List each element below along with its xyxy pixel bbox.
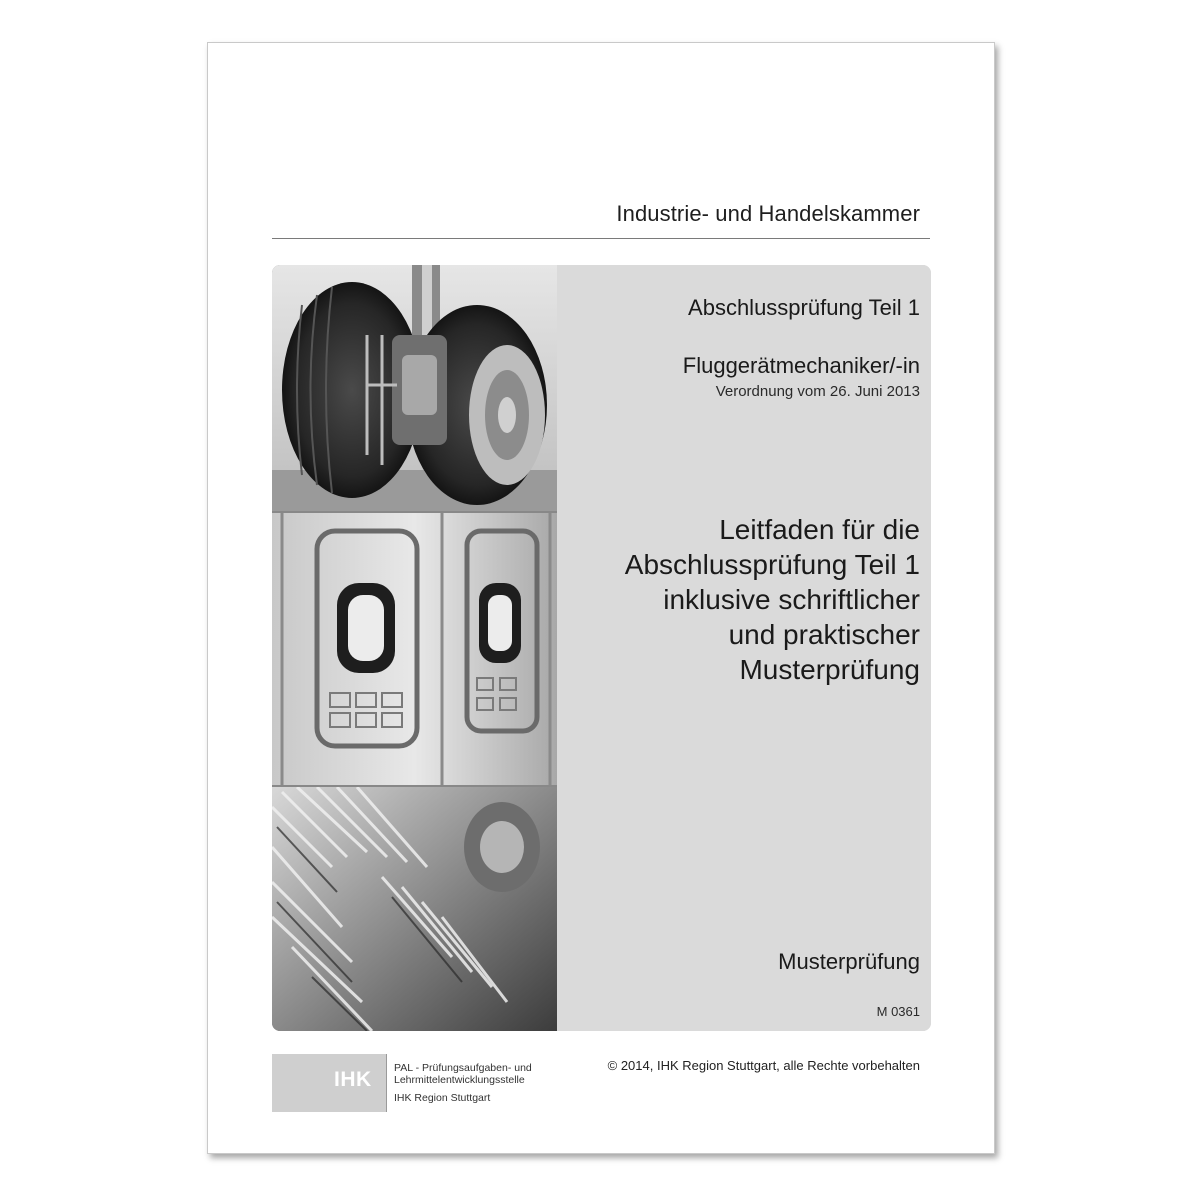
document-cover-page: [207, 42, 995, 1154]
photo-column: [272, 265, 557, 1031]
guide-title-line: Musterprüfung: [739, 654, 920, 685]
guide-title-line: und praktischer: [728, 619, 920, 650]
sample-exam-label: Musterprüfung: [778, 949, 920, 974]
pal-description: [394, 1062, 532, 1086]
logo-divider: [386, 1054, 387, 1112]
ihk-logo-text: IHK: [334, 1068, 372, 1091]
document-code: M 0361: [876, 1004, 920, 1019]
copyright-notice: © 2014, IHK Region Stuttgart, alle Rechte vorbehalten: [607, 1058, 920, 1073]
pal-line: PAL - Prüfungsaufgaben- und: [394, 1062, 532, 1074]
guide-title-line: Leitfaden für die: [719, 514, 920, 545]
cover-panel: [272, 265, 931, 1031]
chamber-name: Industrie- und Handelskammer: [616, 201, 920, 226]
trade-title: Fluggerätmechaniker/-in: [682, 353, 920, 378]
pal-line: Lehrmittelentwicklungsstelle: [394, 1074, 525, 1086]
guide-title: [625, 512, 920, 687]
turbine-blades-photo: [272, 787, 557, 1031]
ihk-logo: [272, 1054, 386, 1112]
regulation-date: Verordnung vom 26. Juni 2013: [715, 383, 920, 400]
header-rule: [272, 238, 930, 239]
exam-title: Abschlussprüfung Teil 1: [688, 295, 920, 320]
guide-title-line: inklusive schriftlicher: [663, 584, 920, 615]
pal-region: IHK Region Stuttgart: [394, 1092, 491, 1104]
guide-title-line: Abschlussprüfung Teil 1: [624, 549, 920, 580]
fuselage-frame-photo: [272, 513, 557, 785]
landing-gear-photo: [272, 265, 557, 511]
cover-text-column: [557, 265, 931, 1031]
